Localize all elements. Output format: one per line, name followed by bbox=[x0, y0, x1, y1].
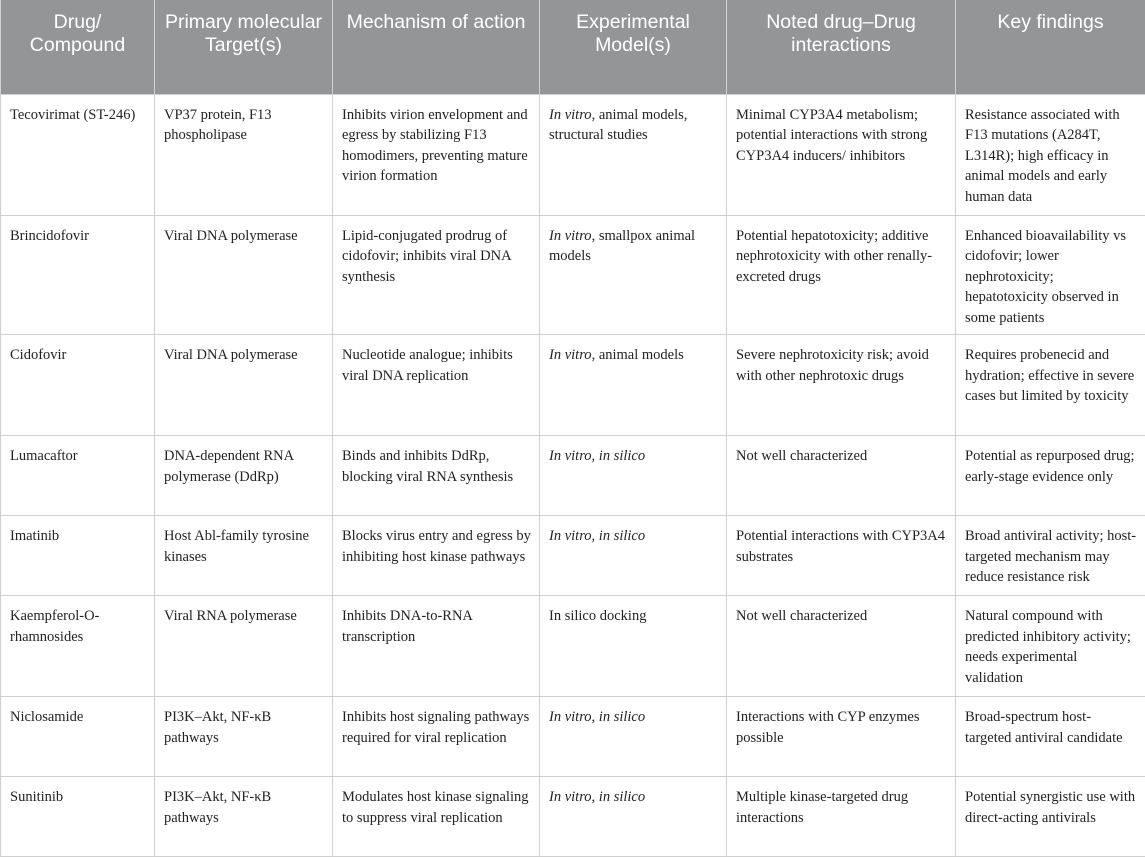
cell-target: DNA-dependent RNA polymerase (DdRp) bbox=[155, 436, 333, 516]
table-row bbox=[1, 516, 1145, 596]
cell-drug: Imatinib bbox=[1, 516, 155, 596]
model-italic: In vitro bbox=[549, 347, 592, 363]
model-italic: In vitro, in silico bbox=[549, 528, 646, 544]
header-mechanism: Mechanism of action bbox=[333, 0, 540, 94]
header-row bbox=[1, 0, 1145, 94]
cell-model bbox=[540, 697, 727, 777]
cell-interactions: Not well characterized bbox=[727, 436, 956, 516]
cell-mechanism: Nucleotide analogue; inhibits viral DNA replication bbox=[333, 335, 540, 436]
cell-findings: Natural compound with predicted inhibitory activity; needs experimental validation bbox=[956, 596, 1145, 697]
cell-target: PI3K–Akt, NF-κB pathways bbox=[155, 697, 333, 777]
cell-interactions: Multiple kinase-targeted drug interactions bbox=[727, 777, 956, 857]
table-row bbox=[1, 436, 1145, 516]
cell-model bbox=[540, 777, 727, 857]
cell-mechanism: Inhibits DNA-to-RNA transcription bbox=[333, 596, 540, 697]
table-row bbox=[1, 335, 1145, 436]
cell-findings: Broad antiviral activity; host-targeted mechanism may reduce resistance risk bbox=[956, 516, 1145, 596]
cell-findings: Requires probenecid and hydration; effective in severe cases but limited by toxicity bbox=[956, 335, 1145, 436]
model-text: , animal models bbox=[591, 347, 684, 363]
cell-target: PI3K–Akt, NF-κB pathways bbox=[155, 777, 333, 857]
cell-drug: Tecovirimat (ST-246) bbox=[1, 94, 155, 215]
cell-target: VP37 protein, F13 phospholipase bbox=[155, 94, 333, 215]
cell-interactions: Interactions with CYP enzymes possible bbox=[727, 697, 956, 777]
cell-drug: Sunitinib bbox=[1, 777, 155, 857]
cell-findings: Potential synergistic use with direct-acting antivirals bbox=[956, 777, 1145, 857]
model-text: , animal models, structural studies bbox=[549, 106, 688, 143]
cell-drug: Kaempferol-O-rhamnosides bbox=[1, 596, 155, 697]
cell-target: Viral DNA polymerase bbox=[155, 335, 333, 436]
model-italic: In vitro bbox=[549, 106, 592, 123]
table-row bbox=[1, 697, 1145, 777]
table-row bbox=[1, 596, 1145, 697]
cell-drug: Niclosamide bbox=[1, 697, 155, 777]
cell-interactions: Potential hepatotoxicity; additive nephrotoxicity with other renally-excreted drugs bbox=[727, 215, 956, 335]
header-drug: Drug/ Compound bbox=[1, 0, 155, 94]
cell-interactions: Potential interactions with CYP3A4 substrates bbox=[727, 516, 956, 596]
cell-target: Host Abl-family tyrosine kinases bbox=[155, 516, 333, 596]
model-italic: In vitro bbox=[549, 227, 592, 244]
cell-model bbox=[540, 436, 727, 516]
cell-interactions: Not well characterized bbox=[727, 596, 956, 697]
model-italic: In vitro, in silico bbox=[549, 789, 646, 805]
cell-interactions: Severe nephrotoxicity risk; avoid with other nephrotoxic drugs bbox=[727, 335, 956, 436]
model-text: , smallpox animal models bbox=[549, 227, 696, 264]
cell-drug: Cidofovir bbox=[1, 335, 155, 436]
cell-findings: Broad-spectrum host-targeted antiviral candidate bbox=[956, 697, 1145, 777]
cell-target: Viral RNA polymerase bbox=[155, 596, 333, 697]
cell-model bbox=[540, 94, 727, 215]
cell-model bbox=[540, 215, 727, 335]
cell-mechanism: Inhibits virion envelopment and egress by stabilizing F13 homodimers, preventing mature virion formation bbox=[333, 94, 540, 215]
cell-drug: Lumacaftor bbox=[1, 436, 155, 516]
cell-findings: Resistance associated with F13 mutations (A284T, L314R); high efficacy in animal models and early human data bbox=[956, 94, 1145, 215]
header-findings: Key findings bbox=[956, 0, 1145, 94]
cell-mechanism: Binds and inhibits DdRp, blocking viral RNA synthesis bbox=[333, 436, 540, 516]
cell-mechanism: Modulates host kinase signaling to suppress viral replication bbox=[333, 777, 540, 857]
cell-findings: Potential as repurposed drug; early-stage evidence only bbox=[956, 436, 1145, 516]
model-italic: In vitro, in silico bbox=[549, 448, 646, 464]
table-row bbox=[1, 215, 1145, 335]
cell-mechanism: Lipid-conjugated prodrug of cidofovir; inhibits viral DNA synthesis bbox=[333, 215, 540, 335]
model-italic: In vitro, in silico bbox=[549, 709, 646, 725]
model-text: In silico docking bbox=[549, 608, 647, 624]
table-row bbox=[1, 94, 1145, 215]
table-row bbox=[1, 777, 1145, 857]
header-interactions: Noted drug–Drug interactions bbox=[727, 0, 956, 94]
cell-model bbox=[540, 335, 727, 436]
cell-drug: Brincidofovir bbox=[1, 215, 155, 335]
cell-mechanism: Blocks virus entry and egress by inhibiting host kinase pathways bbox=[333, 516, 540, 596]
header-target: Primary molecular Target(s) bbox=[155, 0, 333, 94]
cell-interactions: Minimal CYP3A4 metabolism; potential interactions with strong CYP3A4 inducers/ inhibitors bbox=[727, 94, 956, 215]
cell-target: Viral DNA polymerase bbox=[155, 215, 333, 335]
cell-model bbox=[540, 516, 727, 596]
cell-findings: Enhanced bioavailability vs cidofovir; lower nephrotoxicity; hepatotoxicity observed in some patients bbox=[956, 215, 1145, 335]
cell-mechanism: Inhibits host signaling pathways required for viral replication bbox=[333, 697, 540, 777]
cell-model bbox=[540, 596, 727, 697]
header-model: Experimental Model(s) bbox=[540, 0, 727, 94]
